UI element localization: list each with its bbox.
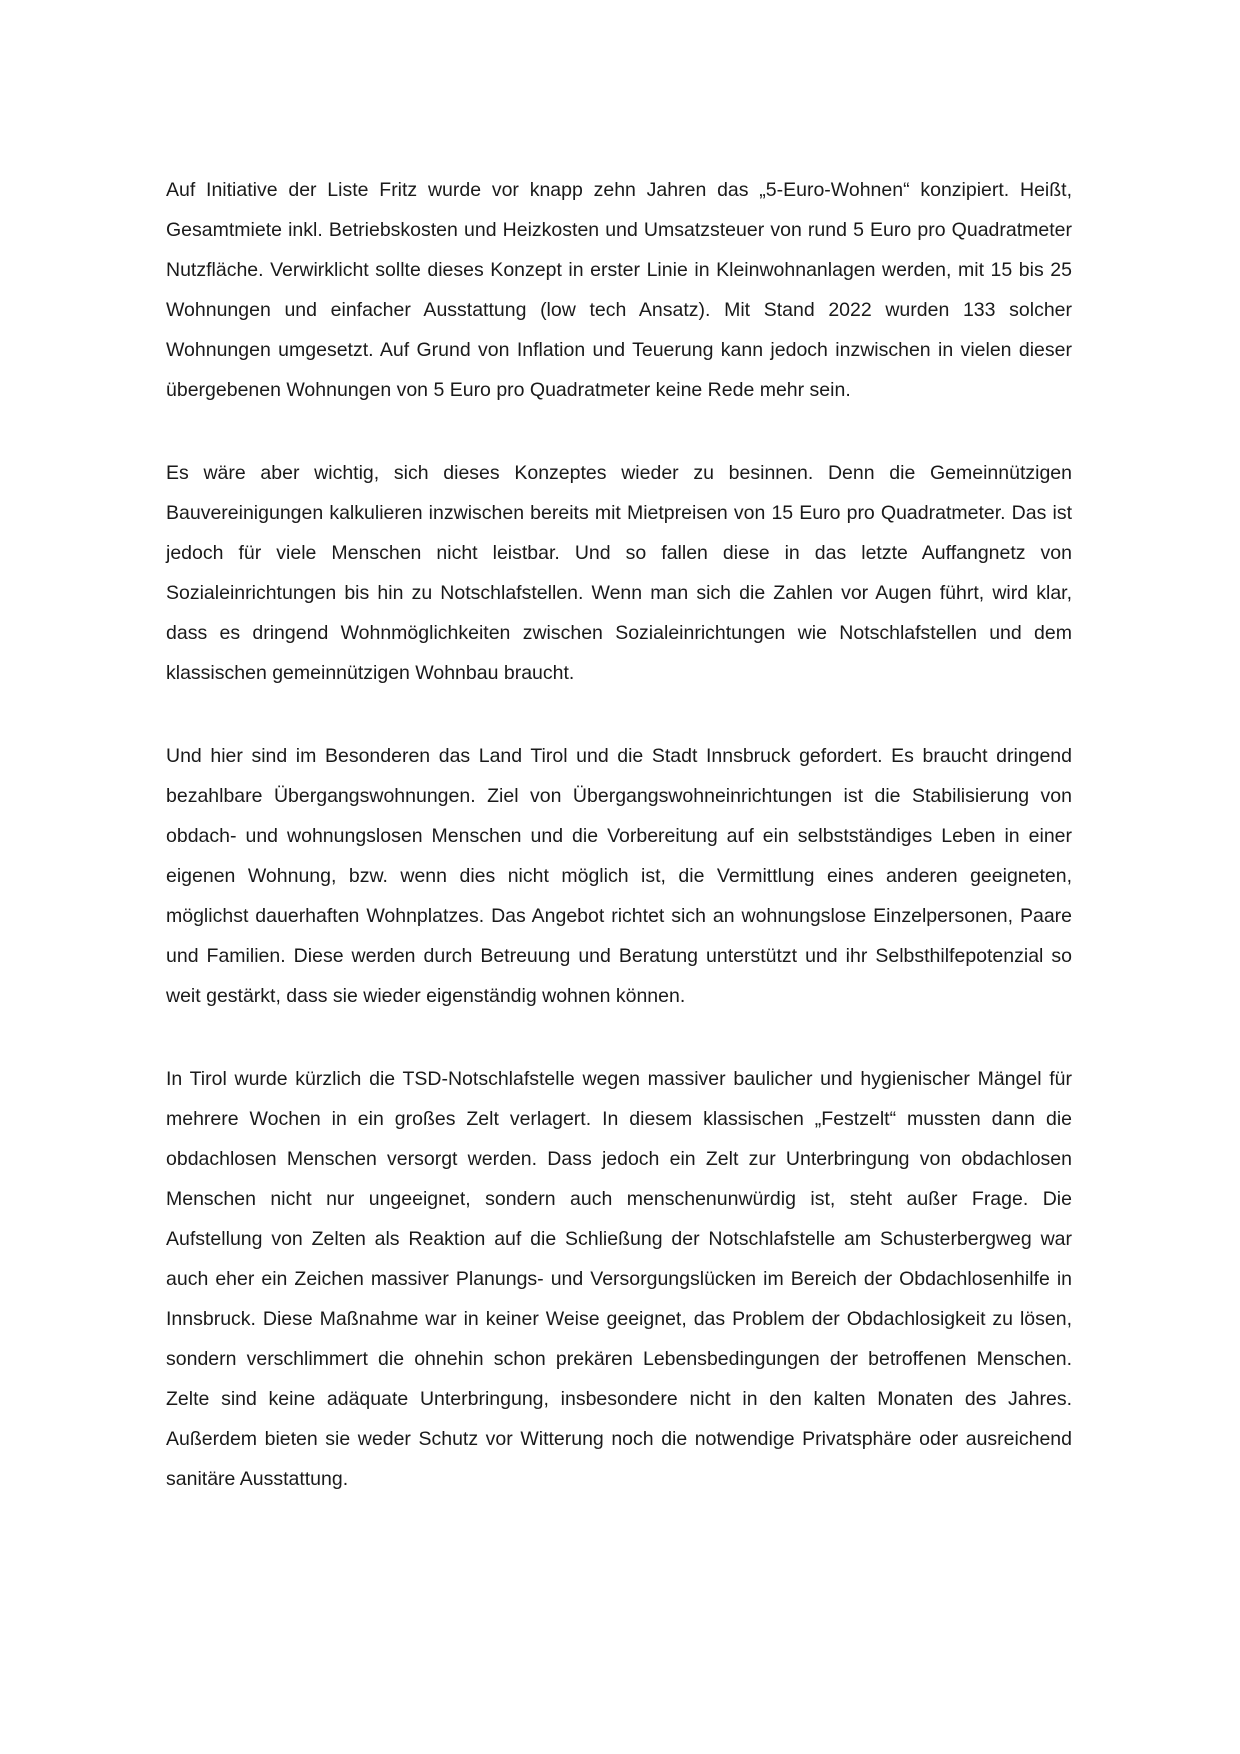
paragraph-5-euro-wohnen: Auf Initiative der Liste Fritz wurde vor knapp zehn Jahren das „5-Euro-Wohnen“ konzipiert. Heißt, Gesamtmiete inkl. Betriebskosten und Heizkosten und Umsatzsteuer von rund 5 Euro pro Quadratmeter Nutzfläche. Verwirklicht sollte dieses Konzept in erster Linie in Kleinwohnanlagen werden, mit 15 bis 25 Wohnungen und einfacher Ausstattung (low tech Ansatz). Mit Stand 2022 wurden 133 solcher Wohnungen umgesetzt. Auf Grund von Inflation und Teuerung kann jedoch inzwischen in vielen dieser übergebenen Wohnungen von 5 Euro pro Quadratmeter keine Rede mehr sein. [166,179,1072,401]
document-body [166,170,1072,1499]
paragraph-konzept-besinnen: Es wäre aber wichtig, sich dieses Konzeptes wieder zu besinnen. Denn die Gemeinnützigen Bauvereinigungen kalkulieren inzwischen bereits mit Mietpreisen von 15 Euro pro Quadratmeter. Das ist jedoch für viele Menschen nicht leistbar. Und so fallen diese in das letzte Auffangnetz von Sozialeinrichtungen bis hin zu Notschlafstellen. Wenn man sich die Zahlen vor Augen führt, wird klar, dass es dringend Wohnmöglichkeiten zwischen Sozialeinrichtungen wie Notschlafstellen und dem klassischen gemeinnützigen Wohnbau braucht. [166,462,1072,684]
paragraph-notschlafstelle-zelt: In Tirol wurde kürzlich die TSD-Notschlafstelle wegen massiver baulicher und hygienischer Mängel für mehrere Wochen in ein großes Zelt verlagert. In diesem klassischen „Festzelt“ mussten dann die obdachlosen Menschen versorgt werden. Dass jedoch ein Zelt zur Unterbringung von obdachlosen Menschen nicht nur ungeeignet, sondern auch menschenunwürdig ist, steht außer Frage. Die Aufstellung von Zelten als Reaktion auf die Schließung der Notschlafstelle am Schusterbergweg war auch eher ein Zeichen massiver Planungs- und Versorgungslücken im Bereich der Obdachlosenhilfe in Innsbruck. Diese Maßnahme war in keiner Weise geeignet, das Problem der Obdachlosigkeit zu lösen, sondern verschlimmert die ohnehin schon prekären Lebensbedingungen der betroffenen Menschen. Zelte sind keine adäquate Unterbringung, insbesondere nicht in den kalten Monaten des Jahres. Außerdem bieten sie weder Schutz vor Witterung noch die notwendige Privatsphäre oder ausreichend sanitäre Ausstattung. [166,1068,1072,1490]
paragraph-uebergangswohnungen: Und hier sind im Besonderen das Land Tirol und die Stadt Innsbruck gefordert. Es braucht dringend bezahlbare Übergangswohnungen. Ziel von Übergangswohneinrichtungen ist die Stabilisierung von obdach- und wohnungslosen Menschen und die Vorbereitung auf ein selbstständiges Leben in einer eigenen Wohnung, bzw. wenn dies nicht möglich ist, die Vermittlung eines anderen geeigneten, möglichst dauerhaften Wohnplatzes. Das Angebot richtet sich an wohnungslose Einzelpersonen, Paare und Familien. Diese werden durch Betreuung und Beratung unterstützt und ihr Selbsthilfepotenzial so weit gestärkt, dass sie wieder eigenständig wohnen können. [166,745,1072,1007]
